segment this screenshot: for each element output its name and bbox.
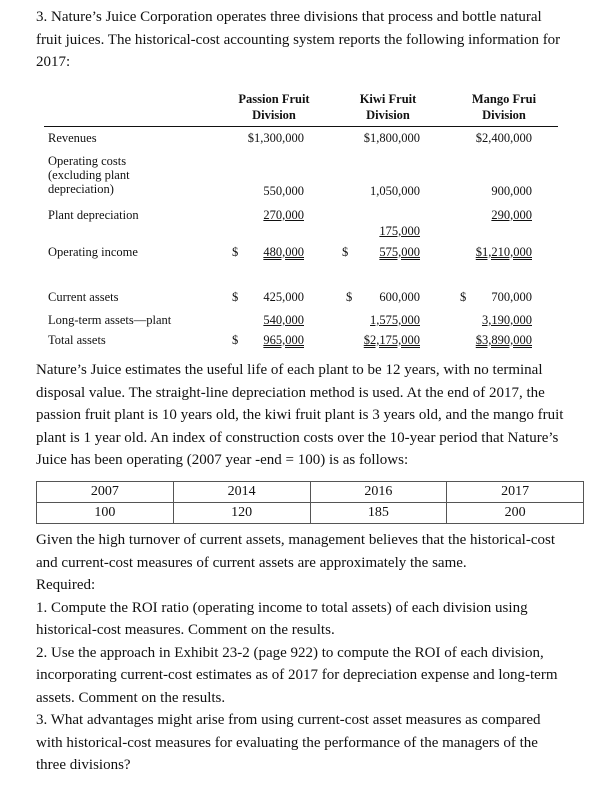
cell-curassets-kiwi: 600,000 [379, 290, 420, 304]
cell-depr-mango: 290,000 [491, 208, 532, 222]
cell-depr-passion: 270,000 [263, 208, 304, 222]
dollar-sign: $ [346, 290, 353, 304]
row-label-current-assets: Current assets [48, 290, 119, 304]
para2-line: Nature’s Juice estimates the useful life of each plant to be 12 years, with no terminal [36, 362, 543, 378]
cell-curassets-mango: 700,000 [491, 290, 532, 304]
row-label-operating-costs: Operating costs (excluding plant depreciation) [48, 154, 130, 196]
para2-line: disposal value. The straight-line depreciation method is used. At the end of 2017, the [36, 384, 545, 401]
row-label-operating-income: Operating income [48, 245, 138, 259]
row-label-revenues: Revenues [48, 131, 97, 145]
index-value-cell: 200 [447, 503, 584, 524]
para2-line: Juice has been operating (2007 year -end = 100) is as follows: [36, 452, 409, 468]
question-1-cont: historical-cost measures. Comment on the results. [36, 622, 335, 638]
row-label-plant-depreciation: Plant depreciation [48, 208, 139, 222]
cell-totalassets-kiwi: $2,175,000 [363, 333, 420, 347]
row-label-long-term-assets: Long-term assets—plant [48, 313, 172, 327]
header-rule [44, 126, 558, 127]
dollar-sign: $ [232, 245, 239, 259]
index-year-cell: 2014 [173, 482, 310, 503]
intro-line: 2017: [36, 54, 71, 70]
useful-life-paragraph [36, 359, 584, 472]
cell-depr-kiwi: 175,000 [379, 224, 420, 238]
index-year-cell: 2016 [310, 482, 447, 503]
question-3-cont: three divisions? [36, 757, 131, 773]
index-year-cell: 2017 [447, 482, 584, 503]
cell-ltassets-kiwi: 1,575,000 [370, 313, 420, 327]
question-1: 1. Compute the ROI ratio (operating income to total assets) of each division using [36, 599, 528, 616]
intro-line: 3. Nature’s Juice Corporation operates three divisions that process and bottle natural [36, 9, 542, 25]
para2-line: passion fruit plant is 10 years old, the kiwi fruit plant is 3 years old, and the mango fruit [36, 407, 564, 423]
dollar-sign: $ [232, 290, 239, 304]
cell-totalassets-passion: 965,000 [263, 333, 304, 347]
para3-line: and current-cost measures of current assets are approximately the same. [36, 554, 467, 571]
header-kiwi-fruit: Kiwi Fruit Division [359, 92, 417, 122]
header-mango-fruit: Mango Frui Division [471, 92, 537, 122]
row-label-total-assets: Total assets [48, 333, 106, 347]
cell-opcosts-kiwi: 1,050,000 [370, 184, 420, 198]
question-2: 2. Use the approach in Exhibit 23-2 (page 922) to compute the ROI of each division, [36, 644, 544, 661]
cell-opincome-passion: 480,000 [263, 245, 304, 259]
question-2-cont: assets. Comment on the results. [36, 689, 226, 706]
header-passion-fruit: Passion Fruit Division [238, 92, 310, 122]
question-3: 3. What advantages might arise from using current-cost asset measures as compared [36, 712, 541, 728]
construction-index-table [36, 481, 584, 524]
required-section [36, 529, 584, 777]
question-3-cont: with historical-cost measures for evaluating the performance of the managers of the [36, 734, 538, 751]
cell-revenues-kiwi: $1,800,000 [363, 131, 420, 145]
index-year-cell: 2007 [37, 482, 174, 503]
index-value-cell: 100 [37, 503, 174, 524]
index-year-row [37, 482, 584, 503]
cell-totalassets-mango: $3,890,000 [475, 333, 532, 347]
cell-ltassets-mango: 3,190,000 [482, 313, 532, 327]
cell-curassets-passion: 425,000 [263, 290, 304, 304]
cell-revenues-passion: $1,300,000 [247, 131, 304, 145]
intro-line: fruit juices. The historical-cost accounting system reports the following information for [36, 31, 561, 48]
cell-opincome-kiwi: 575,000 [379, 245, 420, 259]
index-value-cell: 185 [310, 503, 447, 524]
cell-opcosts-passion: 550,000 [263, 184, 304, 198]
intro-paragraph [36, 6, 584, 74]
required-heading: Required: [36, 577, 96, 593]
cell-opincome-mango: $1,210,000 [475, 245, 532, 259]
question-2-cont: incorporating current-cost estimates as of 2017 for depreciation expense and long-term [36, 667, 558, 683]
dollar-sign: $ [460, 290, 467, 304]
index-value-row [37, 503, 584, 524]
cell-ltassets-passion: 540,000 [263, 313, 304, 327]
dollar-sign: $ [342, 245, 349, 259]
index-value-cell: 120 [173, 503, 310, 524]
cell-revenues-mango: $2,400,000 [475, 131, 532, 145]
dollar-sign: $ [232, 333, 239, 347]
para3-line: Given the high turnover of current assets, management believes that the historical-cost [36, 532, 556, 548]
cell-opcosts-mango: 900,000 [491, 184, 532, 198]
para2-line: plant is 1 year old. An index of construction costs over the 10-year period that Nature’s [36, 429, 559, 446]
